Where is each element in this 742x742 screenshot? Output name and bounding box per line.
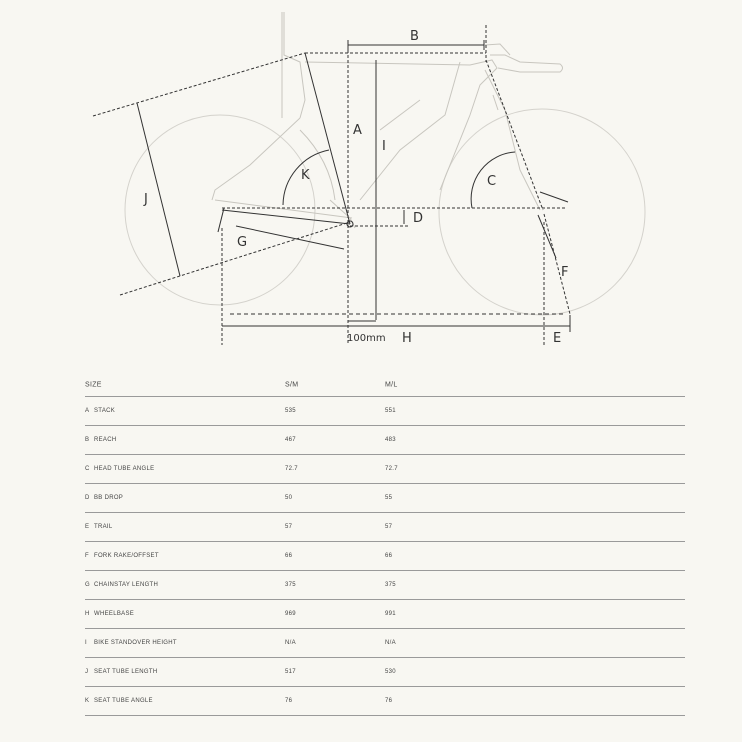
row-code: H [85,611,90,617]
row-value-sm: 57 [285,524,293,530]
row-value-ml: 72.7 [385,466,398,472]
row-code: A [85,408,90,414]
row-code: D [85,495,90,501]
row-value-ml: 375 [385,582,396,588]
table-row [85,484,685,513]
row-value-sm: 969 [285,611,296,617]
size-sm-header: S/M [285,381,299,389]
row-code: I [85,640,87,646]
row-code: E [85,524,90,530]
table-row [85,629,685,658]
label-k: K [301,168,310,183]
label-e: E [553,331,562,346]
row-value-sm: 517 [285,669,296,675]
row-value-sm: N/A [285,640,296,646]
size-ml-header: M/L [385,381,398,389]
table-row [85,426,685,455]
row-name: SEAT TUBE LENGTH [94,669,158,675]
label-j: J [144,192,148,207]
row-value-ml: N/A [385,640,396,646]
row-value-sm: 50 [285,495,293,501]
row-value-sm: 76 [285,698,293,704]
table-row [85,455,685,484]
front-wheel [439,109,645,315]
row-value-ml: 66 [385,553,393,559]
row-value-sm: 66 [285,553,293,559]
row-name: STACK [94,408,116,414]
table-row [85,600,685,629]
row-name: FORK RAKE/OFFSET [94,553,159,559]
row-value-ml: 483 [385,437,396,443]
row-name: TRAIL [94,524,113,530]
table-header [85,374,685,397]
table-row [85,658,685,687]
rear-wheel [125,115,315,305]
size-header: SIZE [85,381,102,389]
row-name: HEAD TUBE ANGLE [94,466,155,472]
row-name: SEAT TUBE ANGLE [94,698,153,704]
row-value-ml: 991 [385,611,396,617]
row-name: REACH [94,437,117,443]
row-value-ml: 76 [385,698,393,704]
row-code: G [85,582,90,588]
row-value-ml: 55 [385,495,393,501]
table-row [85,542,685,571]
label-i: I [382,139,386,154]
row-value-ml: 530 [385,669,396,675]
frame-silhouette [212,12,563,228]
bike-geometry-diagram [0,0,742,360]
row-name: WHEELBASE [94,611,135,617]
row-code: F [85,553,89,559]
label-d: D [413,211,424,226]
table-row [85,397,685,426]
label-c: C [487,174,497,189]
row-value-sm: 72.7 [285,466,298,472]
row-value-sm: 467 [285,437,296,443]
table-row [85,687,685,716]
geometry-table [85,374,685,716]
row-value-sm: 375 [285,582,296,588]
label-a: A [353,123,362,138]
row-code: C [85,466,90,472]
row-value-ml: 57 [385,524,393,530]
row-name: CHAINSTAY LENGTH [94,582,159,588]
label-b: B [410,29,419,44]
label-f: F [561,265,569,280]
row-value-sm: 535 [285,408,296,414]
dimension-lines [93,25,570,345]
label-100mm: 100mm [347,333,386,344]
row-code: J [85,669,89,675]
table-row [85,571,685,600]
row-value-ml: 551 [385,408,396,414]
label-g: G [237,235,248,250]
row-name: BB DROP [94,495,124,501]
table-row [85,513,685,542]
row-code: B [85,437,90,443]
row-name: BIKE STANDOVER HEIGHT [94,640,177,646]
label-h: H [402,331,412,346]
row-code: K [85,698,90,704]
